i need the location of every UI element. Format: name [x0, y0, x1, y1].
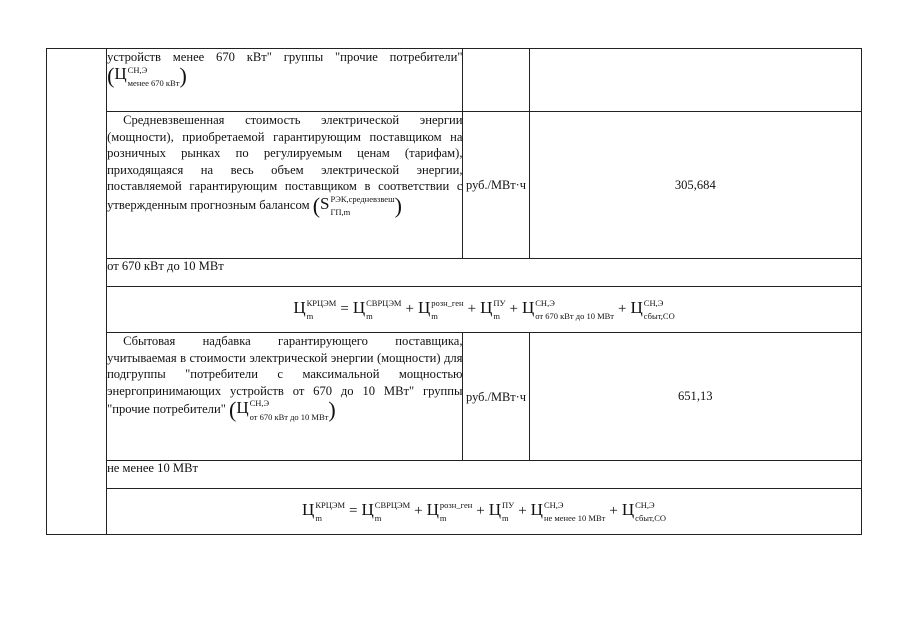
table-row [47, 287, 862, 333]
index-column-cell [47, 49, 107, 535]
value-cell: 305,684 [529, 112, 861, 259]
formula-operator: + [518, 503, 527, 520]
formula-cell [107, 287, 862, 333]
formula-term: Ц СВРЦЭМ m [361, 499, 411, 524]
formula-term: Ц ПУ m [488, 499, 515, 524]
inline-symbol: (Ц СН,Э менее 670 кВт ) [107, 63, 187, 89]
table-row [47, 259, 862, 287]
formula-term: Ц СН,Э сбыт,СО [621, 499, 667, 524]
formula-operator: + [509, 301, 518, 318]
table-row [47, 461, 862, 489]
table-row [47, 112, 862, 259]
inline-symbol: (S РЭК,средневзвеш ГП,m ) [312, 192, 402, 218]
table-row [47, 333, 862, 461]
formula-operator: + [405, 301, 414, 318]
formula-cell [107, 489, 862, 535]
section-label: не менее 10 МВт [107, 461, 862, 489]
formula-term: Ц КРЦЭМ m [293, 297, 337, 322]
formula [302, 499, 667, 524]
formula-operator: = [340, 301, 349, 318]
formula-term: Ц розн_ген m [426, 499, 473, 524]
table-row [47, 49, 862, 112]
formula-operator: + [467, 301, 477, 318]
formula-operator: + [414, 503, 423, 520]
tariff-table [46, 48, 862, 535]
formula-operator: + [476, 503, 485, 520]
formula-term: Ц СН,Э не менее 10 МВт [530, 499, 606, 524]
description-text: устройств менее 670 кВт" группы "прочие потребители" [107, 50, 463, 64]
formula [293, 297, 675, 322]
description-text: Средневзвешенная стоимость электрической энергии (мощности), приобретаемой гарантирующим поставщиком на розничных рынках по регулируемым ценам (тарифам), приходящаяся на весь объем электрической энергии, поставляемой гарантирующим поставщиком в соответствии с утвержденным прогнозным балансом [107, 113, 463, 212]
description-cell [107, 112, 463, 259]
unit-cell: руб./МВт·ч [463, 112, 529, 259]
value-cell [529, 49, 861, 112]
formula-term: Ц СН,Э сбыт,СО [630, 297, 675, 322]
formula-term: Ц КРЦЭМ m [302, 499, 346, 524]
value-cell: 651,13 [529, 333, 861, 461]
unit-cell [463, 49, 529, 112]
section-label: от 670 кВт до 10 МВт [107, 259, 862, 287]
inline-symbol: (Ц СН,Э от 670 кВт до 10 МВт ) [229, 397, 336, 423]
formula-term: Ц СВРЦЭМ m [352, 297, 402, 322]
formula-term: Ц розн_ген m [417, 297, 464, 322]
formula-operator: + [609, 503, 618, 520]
table-row [47, 489, 862, 535]
description-cell [107, 333, 463, 461]
formula-term: Ц ПУ m [480, 297, 506, 322]
unit-cell: руб./МВт·ч [463, 333, 529, 461]
formula-operator: = [349, 503, 358, 520]
description-cell [107, 49, 463, 112]
description-text: Сбытовая надбавка гарантирующего поставщика, учитываемая в стоимости электрической энергии (мощности) для подгруппы "потребители с максимальной мощностью энергопринимающих устройств от 670 до 10 МВт" группы "прочие потребители" [107, 334, 463, 417]
formula-term: Ц СН,Э от 670 кВт до 10 МВт [521, 297, 615, 322]
formula-operator: + [618, 301, 627, 318]
